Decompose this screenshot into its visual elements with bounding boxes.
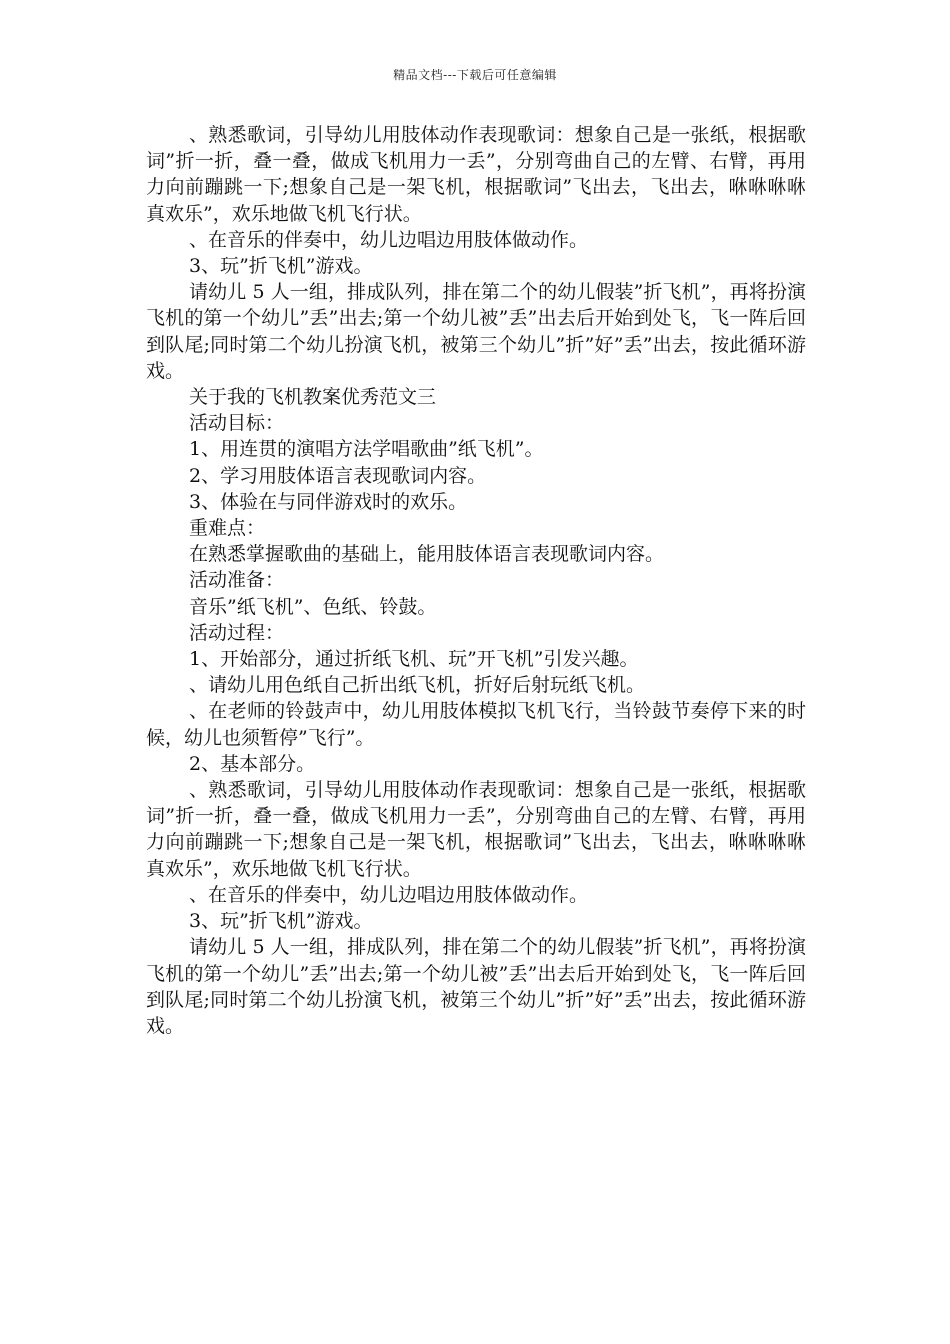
process-step-tambourine: 、在老师的铃鼓声中，幼儿用肢体模拟飞机飞行，当铃鼓节奏停下来的时候，幼儿也须暂停”飞行”。: [146, 700, 806, 749]
section-title: 关于我的飞机教案优秀范文三: [189, 386, 437, 409]
paragraph-game-rules-2: 请幼儿 5 人一组，排成队列，排在第二个的幼儿假装”折飞机”，再将扮演飞机的第一个幼儿”丢”出去;第一个幼儿被”丢”出去后开始到处飞，飞一阵后回到队尾;同时第二个幼儿扮演飞机，被第三个幼儿”折”好”丢”出去，按此循环游戏。: [146, 936, 806, 1037]
document-body: [146, 122, 806, 1039]
paragraph-game-title-2: 3、玩”折飞机”游戏。: [189, 910, 373, 933]
process-step-fold: 、请幼儿用色纸自己折出纸飞机，折好后射玩纸飞机。: [189, 674, 646, 697]
heading-process: 活动过程：: [189, 621, 285, 644]
goal-item-1: 1、用连贯的演唱方法学唱歌曲”纸飞机”。: [189, 438, 544, 461]
paragraph-music-accompaniment-1: 、在音乐的伴奏中，幼儿边唱边用肢体做动作。: [189, 228, 589, 251]
heading-key-points: 重难点：: [189, 517, 266, 540]
paragraph-game-title-1: 3、玩”折飞机”游戏。: [189, 255, 373, 278]
goal-item-3: 3、体验在与同伴游戏时的欢乐。: [189, 490, 468, 513]
paragraph-lyrics-actions-1: 、熟悉歌词，引导幼儿用肢体动作表现歌词：想象自己是一张纸，根据歌词”折一折，叠一叠，做成飞机用力一丢”，分别弯曲自己的左臂、右臂，再用力向前蹦跳一下;想象自己是一架飞机，根据歌词”飞出去，飞出去，咻咻咻咻真欢乐”，欢乐地做飞机飞行状。: [146, 124, 806, 225]
process-part-1: 1、开始部分，通过折纸飞机、玩”开飞机”引发兴趣。: [189, 648, 639, 671]
page-header: 精品文档---下载后可任意编辑: [393, 68, 557, 82]
key-points-text: 在熟悉掌握歌曲的基础上，能用肢体语言表现歌词内容。: [189, 543, 665, 566]
heading-preparation: 活动准备：: [189, 569, 285, 592]
paragraph-lyrics-actions-2: 、熟悉歌词，引导幼儿用肢体动作表现歌词：想象自己是一张纸，根据歌词”折一折，叠一叠，做成飞机用力一丢”，分别弯曲自己的左臂、右臂，再用力向前蹦跳一下;想象自己是一架飞机，根据歌词”飞出去，飞出去，咻咻咻咻真欢乐”，欢乐地做飞机飞行状。: [146, 779, 806, 880]
heading-goals: 活动目标：: [189, 412, 285, 435]
goal-item-2: 2、学习用肢体语言表现歌词内容。: [189, 464, 487, 487]
preparation-text: 音乐”纸飞机”、色纸、铃鼓。: [189, 595, 437, 618]
paragraph-music-accompaniment-2: 、在音乐的伴奏中，幼儿边唱边用肢体做动作。: [189, 883, 589, 906]
paragraph-game-rules-1: 请幼儿 5 人一组，排成队列，排在第二个的幼儿假装”折飞机”，再将扮演飞机的第一个幼儿”丢”出去;第一个幼儿被”丢”出去后开始到处飞，飞一阵后回到队尾;同时第二个幼儿扮演飞机，被第三个幼儿”折”好”丢”出去，按此循环游戏。: [146, 281, 806, 382]
process-part-2: 2、基本部分。: [189, 752, 316, 775]
